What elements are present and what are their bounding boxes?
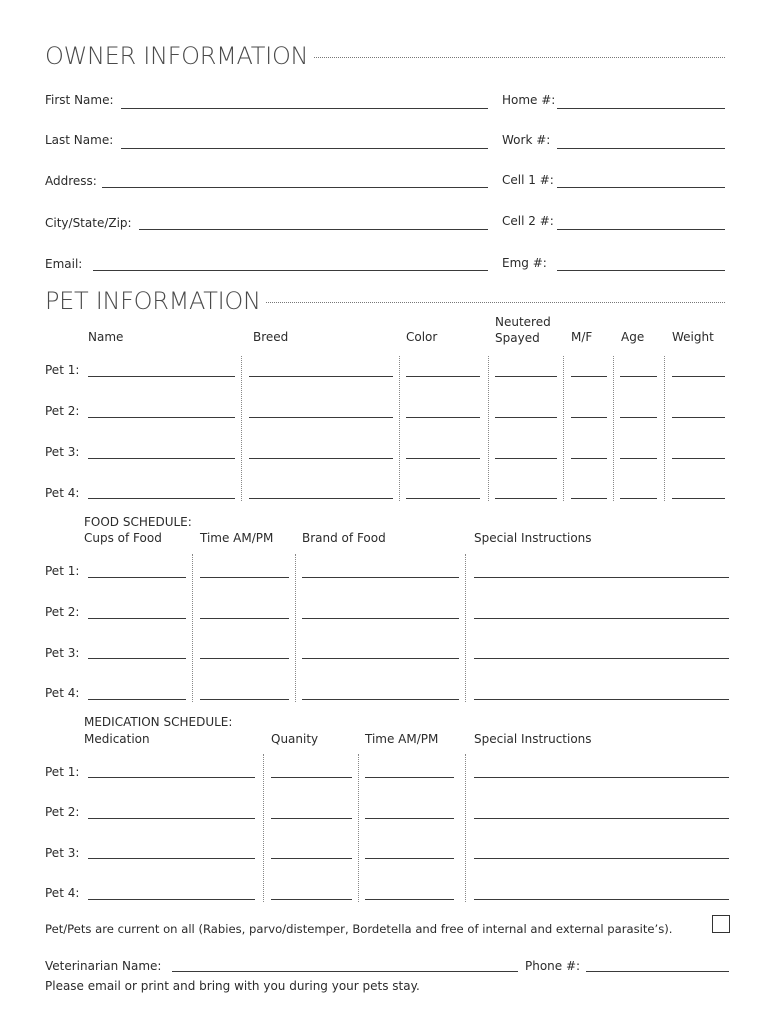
home-phone-label: Home #:: [502, 93, 556, 107]
medication-row-label: Pet 1:: [45, 765, 80, 779]
med4-special-field[interactable]: [474, 899, 729, 900]
pet2-name-field[interactable]: [88, 417, 235, 418]
owner-section-title: OWNER INFORMATION: [45, 42, 309, 70]
pet4-color-field[interactable]: [406, 498, 480, 499]
pet-weight-header: Weight: [672, 330, 714, 344]
work-phone-label: Work #:: [502, 133, 551, 147]
vet-phone-field[interactable]: [586, 971, 729, 972]
med3-quantity-field[interactable]: [271, 858, 352, 859]
pet1-breed-field[interactable]: [249, 376, 393, 377]
pet4-name-field[interactable]: [88, 498, 235, 499]
city-state-zip-field[interactable]: [139, 229, 488, 230]
pet4-breed-field[interactable]: [249, 498, 393, 499]
food-row-label: Pet 1:: [45, 564, 80, 578]
med3-time-field[interactable]: [365, 858, 454, 859]
pet-col-divider: [664, 356, 665, 501]
medication-schedule-title: MEDICATION SCHEDULE:: [84, 715, 233, 729]
pet3-name-field[interactable]: [88, 458, 235, 459]
cell2-field[interactable]: [557, 229, 725, 230]
med3-special-field[interactable]: [474, 858, 729, 859]
pet2-color-field[interactable]: [406, 417, 480, 418]
veterinarian-name-label: Veterinarian Name:: [45, 959, 162, 973]
pet-neutered-header: Neutered: [495, 315, 551, 329]
footer-note: Please email or print and bring with you during your pets stay.: [45, 979, 420, 993]
medication-col-divider: [263, 754, 264, 902]
vet-phone-label: Phone #:: [525, 959, 581, 973]
food-cups-header: Cups of Food: [84, 531, 162, 545]
food3-special-field[interactable]: [474, 658, 729, 659]
food3-cups-field[interactable]: [88, 658, 186, 659]
pet-row-label: Pet 1:: [45, 363, 80, 377]
last-name-label: Last Name:: [45, 133, 114, 147]
food-special-header: Special Instructions: [474, 531, 592, 545]
medication-col-divider: [465, 754, 466, 902]
med1-quantity-field[interactable]: [271, 777, 352, 778]
pet1-mf-field[interactable]: [571, 376, 607, 377]
pet-col-divider: [241, 356, 242, 501]
food2-special-field[interactable]: [474, 618, 729, 619]
pet4-neutered-field[interactable]: [495, 498, 557, 499]
food-time-header: Time AM/PM: [200, 531, 274, 545]
food1-cups-field[interactable]: [88, 577, 186, 578]
first-name-label: First Name:: [45, 93, 114, 107]
pet1-name-field[interactable]: [88, 376, 235, 377]
food-row-label: Pet 3:: [45, 646, 80, 660]
food-row-label: Pet 4:: [45, 686, 80, 700]
pet-title-divider: [266, 302, 725, 303]
pet-section-title: PET INFORMATION: [45, 287, 261, 315]
pet3-age-field[interactable]: [620, 458, 657, 459]
pet1-color-field[interactable]: [406, 376, 480, 377]
emergency-phone-field[interactable]: [557, 270, 725, 271]
pet1-neutered-field[interactable]: [495, 376, 557, 377]
med1-name-field[interactable]: [88, 777, 255, 778]
address-label: Address:: [45, 174, 97, 188]
pet-name-header: Name: [88, 330, 124, 344]
cell1-field[interactable]: [557, 187, 725, 188]
medication-col-divider: [358, 754, 359, 902]
medication-row-label: Pet 4:: [45, 886, 80, 900]
owner-title-divider: [314, 57, 725, 58]
medication-row-label: Pet 3:: [45, 846, 80, 860]
food2-time-field[interactable]: [200, 618, 289, 619]
pet-color-header: Color: [406, 330, 438, 344]
city-state-zip-label: City/State/Zip:: [45, 216, 132, 230]
address-field[interactable]: [102, 187, 488, 188]
med2-special-field[interactable]: [474, 818, 729, 819]
pet-col-divider: [563, 356, 564, 501]
pet4-weight-field[interactable]: [672, 498, 725, 499]
food4-cups-field[interactable]: [88, 699, 186, 700]
pet-col-divider: [488, 356, 489, 501]
cell1-label: Cell 1 #:: [502, 173, 554, 187]
med3-name-field[interactable]: [88, 858, 255, 859]
med2-name-field[interactable]: [88, 818, 255, 819]
pet-row-label: Pet 4:: [45, 486, 80, 500]
pet3-weight-field[interactable]: [672, 458, 725, 459]
food1-brand-field[interactable]: [302, 577, 459, 578]
food-brand-header: Brand of Food: [302, 531, 386, 545]
pet3-color-field[interactable]: [406, 458, 480, 459]
pet2-neutered-field[interactable]: [495, 417, 557, 418]
medication-name-header: Medication: [84, 732, 150, 746]
pet4-age-field[interactable]: [620, 498, 657, 499]
food-col-divider: [192, 554, 193, 702]
food3-time-field[interactable]: [200, 658, 289, 659]
pet-row-label: Pet 2:: [45, 404, 80, 418]
food1-special-field[interactable]: [474, 577, 729, 578]
pet2-breed-field[interactable]: [249, 417, 393, 418]
pet-breed-header: Breed: [253, 330, 289, 344]
food4-time-field[interactable]: [200, 699, 289, 700]
food2-cups-field[interactable]: [88, 618, 186, 619]
pet3-breed-field[interactable]: [249, 458, 393, 459]
pet-age-header: Age: [621, 330, 645, 344]
pet2-mf-field[interactable]: [571, 417, 607, 418]
medication-special-header: Special Instructions: [474, 732, 592, 746]
pet1-weight-field[interactable]: [672, 376, 725, 377]
medication-quantity-header: Quanity: [271, 732, 319, 746]
home-phone-field[interactable]: [557, 108, 725, 109]
med2-quantity-field[interactable]: [271, 818, 352, 819]
pet2-age-field[interactable]: [620, 417, 657, 418]
food-row-label: Pet 2:: [45, 605, 80, 619]
first-name-field[interactable]: [121, 108, 488, 109]
emergency-phone-label: Emg #:: [502, 256, 547, 270]
food2-brand-field[interactable]: [302, 618, 459, 619]
food4-brand-field[interactable]: [302, 699, 459, 700]
pet4-mf-field[interactable]: [571, 498, 607, 499]
food-col-divider: [465, 554, 466, 702]
med4-name-field[interactable]: [88, 899, 255, 900]
pet-row-label: Pet 3:: [45, 445, 80, 459]
email-label: Email:: [45, 257, 83, 271]
pet1-age-field[interactable]: [620, 376, 657, 377]
medication-row-label: Pet 2:: [45, 805, 80, 819]
pet-mf-header: M/F: [571, 330, 593, 344]
food-schedule-title: FOOD SCHEDULE:: [84, 515, 192, 529]
food-col-divider: [295, 554, 296, 702]
food4-special-field[interactable]: [474, 699, 729, 700]
med4-quantity-field[interactable]: [271, 899, 352, 900]
med4-time-field[interactable]: [365, 899, 454, 900]
pet-col-divider: [613, 356, 614, 501]
vaccination-checkbox[interactable]: [712, 915, 730, 933]
email-field[interactable]: [93, 270, 488, 271]
pet2-weight-field[interactable]: [672, 417, 725, 418]
med2-time-field[interactable]: [365, 818, 454, 819]
work-phone-field[interactable]: [557, 148, 725, 149]
last-name-field[interactable]: [121, 148, 488, 149]
medication-time-header: Time AM/PM: [365, 732, 439, 746]
food3-brand-field[interactable]: [302, 658, 459, 659]
med1-special-field[interactable]: [474, 777, 729, 778]
food1-time-field[interactable]: [200, 577, 289, 578]
pet3-neutered-field[interactable]: [495, 458, 557, 459]
veterinarian-name-field[interactable]: [172, 971, 518, 972]
vaccination-statement: Pet/Pets are current on all (Rabies, parvo/distemper, Bordetella and free of internal and external parasite’s).: [45, 922, 673, 936]
pet-col-divider: [399, 356, 400, 501]
pet-spayed-header: Spayed: [495, 331, 540, 345]
pet3-mf-field[interactable]: [571, 458, 607, 459]
cell2-label: Cell 2 #:: [502, 214, 554, 228]
med1-time-field[interactable]: [365, 777, 454, 778]
